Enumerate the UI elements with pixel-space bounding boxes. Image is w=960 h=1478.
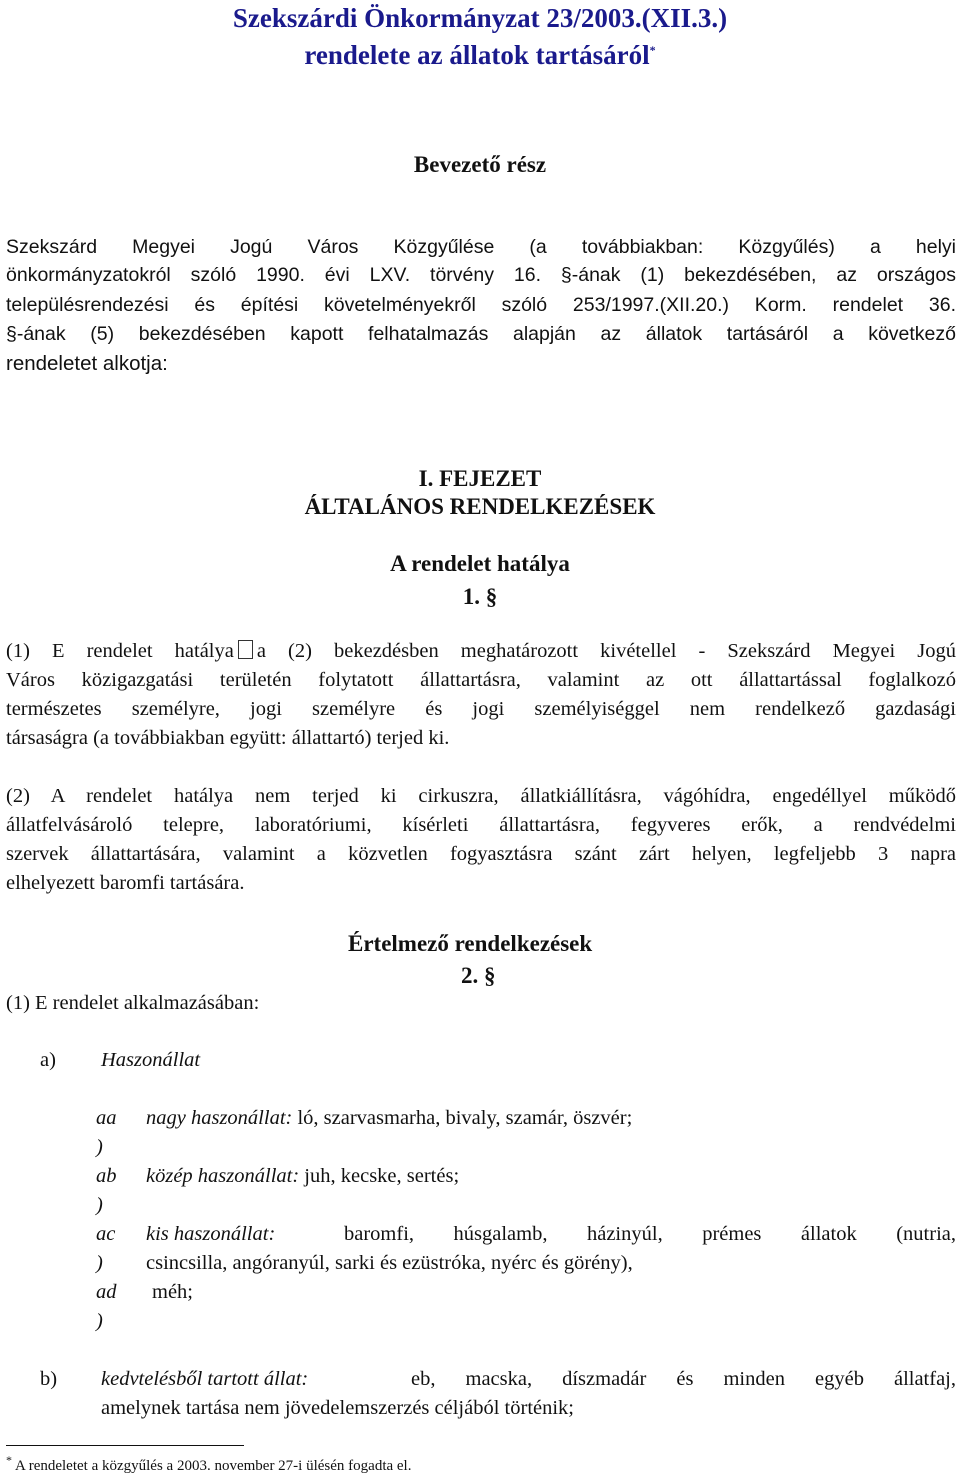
section1-heading: A rendelet hatálya	[390, 551, 570, 576]
item-aa-label-paren: )	[96, 1136, 103, 1158]
item-ac-line-1	[146, 1223, 956, 1246]
item-aa-label-text: aa	[96, 1107, 117, 1129]
item-ad-label-text: ad	[96, 1281, 117, 1303]
footnote	[6, 1453, 411, 1475]
s1-p2-line-2: állatfelvásároló telepre, laboratóriumi, kísérleti állattartásra, fegyveres erők, a rendvédelmi	[6, 814, 956, 836]
s1-p2-line-3: szervek állattartására, valamint a közvetlen fogyasztásra szánt zárt helyen, legfeljebb 3 napra	[6, 843, 956, 865]
document-title-line1: Szekszárdi Önkormányzat 23/2003.(XII.3.)	[232, 3, 728, 33]
item-ab-desc: juh, kecske, sertés;	[299, 1165, 460, 1187]
item-b-term: kedvtelésből tartott állat:	[101, 1368, 309, 1390]
item-ad-text: méh;	[152, 1281, 193, 1303]
intro-line-2: önkormányzatokról szóló 1990. évi LXV. törvény 16. §-ának (1) bekezdésében, az országos	[6, 264, 956, 286]
footnote-rule	[6, 1445, 244, 1446]
item-ab-text	[146, 1165, 459, 1188]
item-ab-label-close	[96, 1194, 103, 1217]
s1-p1-text-b: a (2) bekezdésben meghatározott kivétellel - Szekszárd Megyei Jogú	[256, 640, 956, 662]
item-ac-label-close	[96, 1252, 103, 1275]
item-ac-term: kis haszonállat:	[146, 1223, 276, 1245]
item-b-label: b)	[40, 1368, 58, 1390]
item-aa-desc: ló, szarvasmarha, bivaly, szamár, öszvér;	[292, 1107, 633, 1129]
section2-heading: Értelmező rendelkezések	[348, 931, 593, 956]
item-b-line-1	[101, 1368, 956, 1391]
footnote-text: A rendeletet a közgyűlés a 2003. november 27-i ülésén fogadta el.	[14, 1458, 412, 1474]
item-ad-label-paren: )	[96, 1310, 103, 1332]
section1-number: 1. §	[462, 584, 498, 609]
s1-p1-line-2: Város közigazgatási területén folytatott állattartásra, valamint az ott állattartással foglalkozó	[6, 669, 956, 691]
item-ab-term: közép haszonállat:	[146, 1165, 300, 1187]
item-ac-label-paren: )	[96, 1252, 103, 1274]
item-ad-label-close	[96, 1310, 103, 1333]
item-aa-text	[146, 1107, 632, 1130]
item-aa-label	[96, 1107, 117, 1130]
item-b-desc: eb, macska, díszmadár és minden egyéb állatfaj,	[411, 1368, 956, 1390]
s1-p1-line-3: természetes személyre, jogi személyre és jogi személyiséggel nem rendelkező gazdasági	[6, 698, 956, 720]
s1-p2-line-1: (2) A rendelet hatálya nem terjed ki cirkuszra, állatkiállításra, vágóhídra, engedéllyel működő	[6, 785, 956, 807]
s1-p2-line-4: elhelyezett baromfi tartására.	[6, 872, 245, 894]
intro-line-5: rendeletet alkotja:	[6, 352, 168, 375]
item-ab-label	[96, 1165, 117, 1188]
intro-line-4: §-ának (5) bekezdésében kapott felhatalmazás alapján az állatok tartásáról a következő	[6, 323, 956, 345]
chapter-number: I. FEJEZET	[418, 466, 542, 491]
item-ac-desc: baromfi, húsgalamb, házinyúl, prémes állatok (nutria,	[344, 1223, 956, 1245]
item-ad-label	[96, 1281, 117, 1304]
item-aa-term: nagy haszonállat:	[146, 1107, 293, 1129]
chapter-title: ÁLTALÁNOS RENDELKEZÉSEK	[304, 494, 656, 519]
document-title-line2	[0, 34, 960, 71]
intro-line-3: településrendezési és építési követelményekről szóló 253/1997.(XII.20.) Korm. rendelet 36.	[6, 294, 956, 316]
item-b-line-2: amelynek tartása nem jövedelemszerzés céljából történik;	[101, 1397, 575, 1419]
section2-number: 2. §	[461, 963, 496, 988]
item-ab-label-text: ab	[96, 1165, 117, 1187]
missing-glyph-box-icon	[238, 640, 253, 659]
item-ac-line-2: csincsilla, angóranyúl, sarki és ezüstróka, nyérc és görény),	[146, 1252, 633, 1274]
intro-line-1: Szekszárd Megyei Jogú Város Közgyűlése (a továbbiakban: Közgyűlés) a helyi	[6, 236, 956, 258]
item-ac-label	[96, 1223, 115, 1246]
title-footnote-mark: *	[649, 43, 656, 57]
s1-p1-line-1	[6, 640, 956, 663]
s1-p1-text-a: (1) E rendelet hatálya	[6, 640, 234, 662]
item-a-italic: Haszonállat	[101, 1049, 201, 1071]
s2-intro: (1) E rendelet alkalmazásában:	[6, 992, 260, 1014]
item-a-text	[101, 1049, 200, 1072]
item-ac-label-text: ac	[96, 1223, 116, 1245]
s1-p1-line-4: társaságra (a továbbiakban együtt: állattartó) terjed ki.	[6, 727, 450, 749]
item-aa-label-close	[96, 1136, 103, 1159]
title-text: rendelete az állatok tartásáról	[304, 40, 650, 70]
item-a-label: a)	[40, 1049, 56, 1071]
intro-heading: Bevezető rész	[413, 152, 547, 177]
footnote-mark: *	[6, 1453, 12, 1467]
item-ab-label-paren: )	[96, 1194, 103, 1216]
